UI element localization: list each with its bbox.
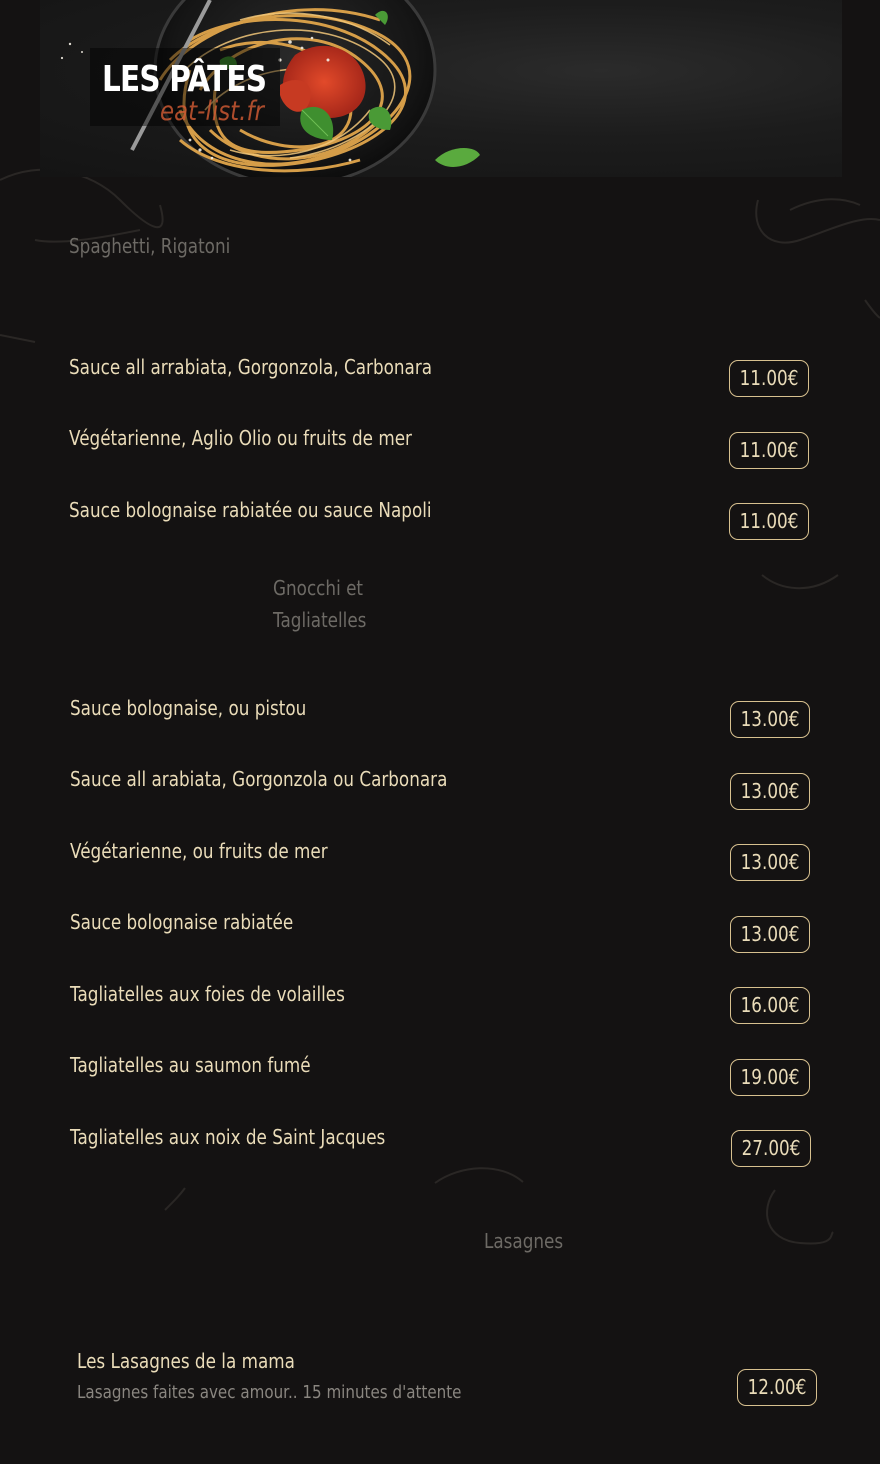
menu-item-name: Tagliatelles aux noix de Saint Jacques (70, 1125, 386, 1149)
menu-item-name: Tagliatelles au saumon fumé (70, 1053, 311, 1077)
category-banner (40, 0, 842, 177)
menu-item-name: Sauce bolognaise rabiatée ou sauce Napoli (69, 498, 432, 522)
menu-item-description: Lasagnes faites avec amour.. 15 minutes d'attente (77, 1382, 462, 1403)
price-badge: 11.00€ (729, 503, 809, 540)
price-badge: 13.00€ (730, 916, 810, 953)
price-badge: 27.00€ (731, 1130, 811, 1167)
section-heading-gnocchi-tagliatelles: Gnocchi et Tagliatelles (273, 576, 367, 632)
watermark-text: eat-list.fr (160, 96, 264, 127)
price-badge: 19.00€ (730, 1059, 810, 1096)
menu-item-name: Sauce bolognaise, ou pistou (70, 696, 307, 720)
price-badge: 16.00€ (730, 987, 810, 1024)
price-badge: 13.00€ (730, 701, 810, 738)
menu-item-name: Végétarienne, Aglio Olio ou fruits de mer (69, 426, 412, 450)
section-heading-lasagnes: Lasagnes (484, 1229, 564, 1253)
menu-item-name: Sauce all arrabiata, Gorgonzola, Carbonara (69, 355, 433, 379)
page-title: LES PÂTES (102, 59, 267, 100)
menu-item-name: Sauce bolognaise rabiatée (70, 910, 294, 934)
price-badge: 11.00€ (729, 360, 809, 397)
price-badge: 11.00€ (729, 432, 809, 469)
menu-item-name: Sauce all arabiata, Gorgonzola ou Carbonara (70, 767, 448, 791)
price-badge: 12.00€ (737, 1369, 817, 1406)
section-heading-spaghetti: Spaghetti, Rigatoni (69, 234, 231, 258)
price-badge: 13.00€ (730, 773, 810, 810)
menu-item-name: Tagliatelles aux foies de volailles (70, 982, 345, 1006)
menu-item-name: Végétarienne, ou fruits de mer (70, 839, 328, 863)
price-badge: 13.00€ (730, 844, 810, 881)
menu-item-name: Les Lasagnes de la mama (77, 1349, 295, 1373)
